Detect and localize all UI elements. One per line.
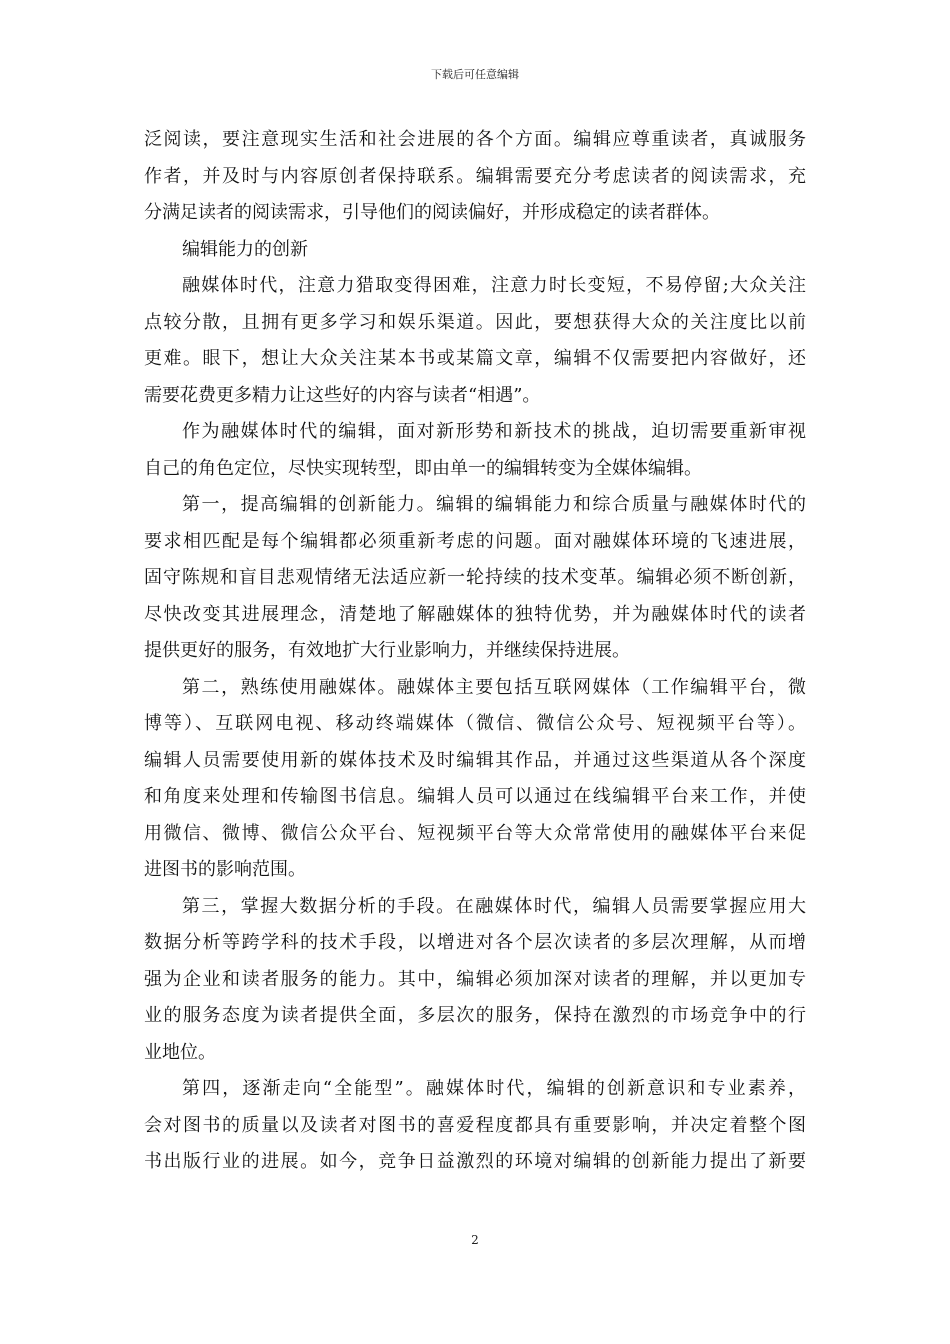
page-number: 2 (471, 1233, 479, 1247)
text-line: 自己的角色定位，尽快实现转型，即由单一的编辑转变为全媒体编辑。 (144, 457, 702, 479)
text-line: 编辑人员需要使用新的媒体技术及时编辑其作品，并通过这些渠道从各个深度 (144, 749, 806, 771)
text-line: 进图书的影响范围。 (144, 859, 306, 880)
text-line: 和角度来处理和传输图书信息。编辑人员可以通过在线编辑平台来工作，并使 (144, 786, 806, 807)
page-header: 下载后可任意编辑 (431, 68, 519, 81)
text-line: 更难。眼下，想让大众关注某本书或某篇文章，编辑不仅需要把内容做好，还 (144, 348, 806, 369)
paragraph (144, 487, 806, 670)
text-line: 作为融媒体时代的编辑，面对新形势和新技术的挑战，迫切需要重新审视 (182, 421, 806, 442)
text-line: 作者，并及时与内容原创者保持联系。编辑需要充分考虑读者的阅读需求，充 (144, 165, 806, 187)
section-heading (144, 232, 806, 269)
text-line: 需要花费更多精力让这些好的内容与读者“相遇”。 (144, 384, 541, 406)
paragraph (144, 1071, 806, 1181)
text-line: 强为企业和读者服务的能力。其中，编辑必须加深对读者的理解，并以更加专 (144, 968, 806, 990)
text-line: 要求相匹配是每个编辑都必须重新考虑的问题。面对融媒体环境的飞速进展， (144, 530, 806, 552)
text-line: 第三，掌握大数据分析的手段。在融媒体时代，编辑人员需要掌握应用大 (182, 895, 806, 917)
section-heading-text: 编辑能力的创新 (182, 238, 308, 260)
text-line: 业的服务态度为读者提供全面，多层次的服务，保持在激烈的市场竞争中的行 (144, 1005, 806, 1026)
text-line: 会对图书的质量以及读者对图书的喜爱程度都具有重要影响，并决定着整个图 (144, 1114, 806, 1136)
text-line: 第二，熟练使用融媒体。融媒体主要包括互联网媒体（工作编辑平台，微 (182, 676, 806, 698)
text-line: 提供更好的服务，有效地扩大行业影响力，并继续保持进展。 (144, 640, 630, 661)
text-line: 第一，提高编辑的创新能力。编辑的编辑能力和综合质量与融媒体时代的 (182, 494, 806, 515)
text-line: 融媒体时代，注意力猎取变得困难，注意力时长变短，不易停留;大众关注 (182, 275, 806, 296)
document-body (144, 122, 806, 1181)
text-line: 书出版行业的进展。如今，竞争日益激烈的环境对编辑的创新能力提出了新要 (144, 1151, 806, 1172)
text-line: 点较分散，且拥有更多学习和娱乐渠道。因此，要想获得大众的关注度比以前 (144, 311, 806, 333)
text-line: 固守陈规和盲目悲观情绪无法适应新一轮持续的技术变革。编辑必须不断创新， (144, 567, 806, 588)
paragraph (144, 889, 806, 1072)
text-line: 数据分析等跨学科的技术手段，以增进对各个层次读者的多层次理解，从而增 (144, 932, 806, 953)
paragraph (144, 670, 806, 889)
text-line: 泛阅读，要注意现实生活和社会进展的各个方面。编辑应尊重读者，真诚服务 (144, 129, 806, 150)
paragraph (144, 122, 806, 232)
text-line: 用微信、微博、微信公众平台、短视频平台等大众常常使用的融媒体平台来促 (144, 822, 806, 844)
paragraph (144, 268, 806, 414)
text-line: 分满足读者的阅读需求，引导他们的阅读偏好，并形成稳定的读者群体。 (144, 202, 720, 223)
text-line: 尽快改变其进展理念，清楚地了解融媒体的独特优势，并为融媒体时代的读者 (144, 603, 806, 625)
text-line: 第四，逐渐走向“全能型”。融媒体时代，编辑的创新意识和专业素养， (182, 1078, 806, 1099)
text-line: 博等）、互联网电视、移动终端媒体（微信、微信公众号、短视频平台等）。 (144, 713, 806, 734)
text-line: 业地位。 (144, 1041, 216, 1063)
paragraph (144, 414, 806, 487)
